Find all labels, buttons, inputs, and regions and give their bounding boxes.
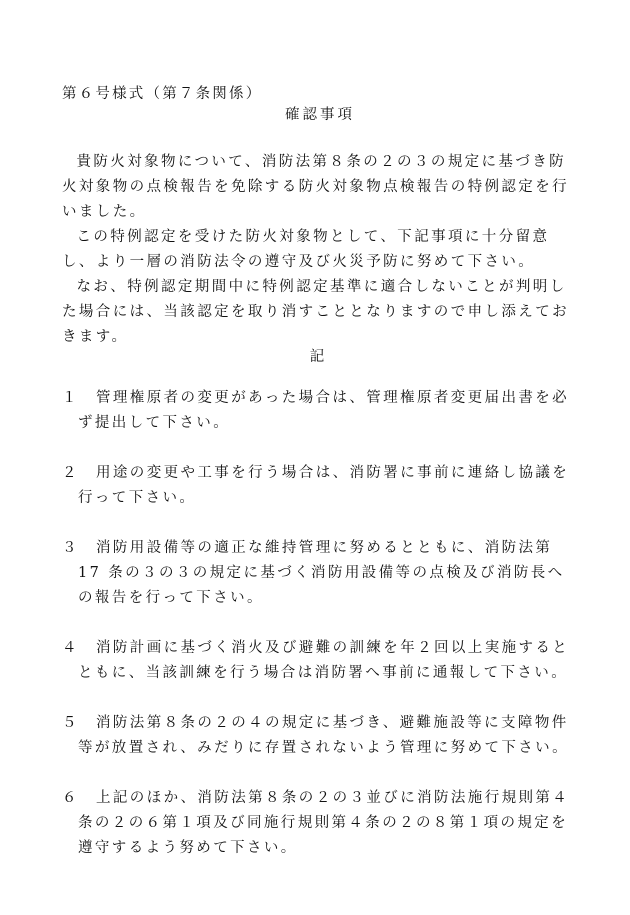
list-item-5 (62, 711, 574, 761)
form-number: 第６号様式（第７条関係） (62, 86, 263, 102)
list-item-6 (62, 786, 574, 861)
list-item-2 (62, 461, 574, 511)
item-text: 消防計画に基づく消火及び避難の訓練を年２回以上実施するとともに、当該訓練を行う場合は消防署へ事前に通報して下さい。 (78, 640, 570, 681)
intro-paragraph: この特例認定を受けた防火対象物として、下記事項に十分留意し、より一層の消防法令の遵守及び火災予防に努めて下さい。 (62, 229, 550, 270)
item-number: ３ (62, 540, 77, 556)
intro-paragraph: なお、特例認定期間中に特例認定基準に適合しないことが判明した場合には、当該認定を取り消すこととなりますので申し添えておきます。 (62, 279, 569, 345)
list-item-1 (62, 386, 574, 436)
intro-section (62, 150, 572, 350)
intro-paragraph: 貴防火対象物について、消防法第８条の２の３の規定に基づき防火対象物の点検報告を免除する防火対象物点検報告の特例認定を行いました。 (62, 154, 569, 220)
item-number: １ (62, 390, 77, 406)
item-number: ５ (62, 715, 77, 731)
item-text: 上記のほか、消防法第８条の２の３並びに消防法施行規則第４条の２の６第１項及び同施行規則第４条の２の８第１項の規定を遵守するよう努めて下さい。 (78, 790, 570, 856)
list-item-3 (62, 536, 574, 611)
item-number: ６ (62, 790, 77, 806)
item-text: 管理権原者の変更があった場合は、管理権原者変更届出書を必ず提出して下さい。 (78, 390, 570, 431)
item-text: 用途の変更や工事を行う場合は、消防署に事前に連絡し協議を行って下さい。 (78, 465, 570, 506)
ki-heading: 記 (309, 349, 325, 365)
document-title: 確認事項 (285, 107, 355, 123)
item-list (62, 386, 574, 861)
item-number: ４ (62, 640, 77, 656)
list-item-4 (62, 636, 574, 686)
item-text: 消防用設備等の適正な維持管理に努めるとともに、消防法第17 条の３の３の規定に基づく消防用設備等の点検及び消防長への報告を行って下さい。 (78, 540, 565, 606)
item-text: 消防法第８条の２の４の規定に基づき、避難施設等に支障物件等が放置され、みだりに存置されないよう管理に努めて下さい。 (78, 715, 569, 756)
item-number: ２ (62, 465, 77, 481)
